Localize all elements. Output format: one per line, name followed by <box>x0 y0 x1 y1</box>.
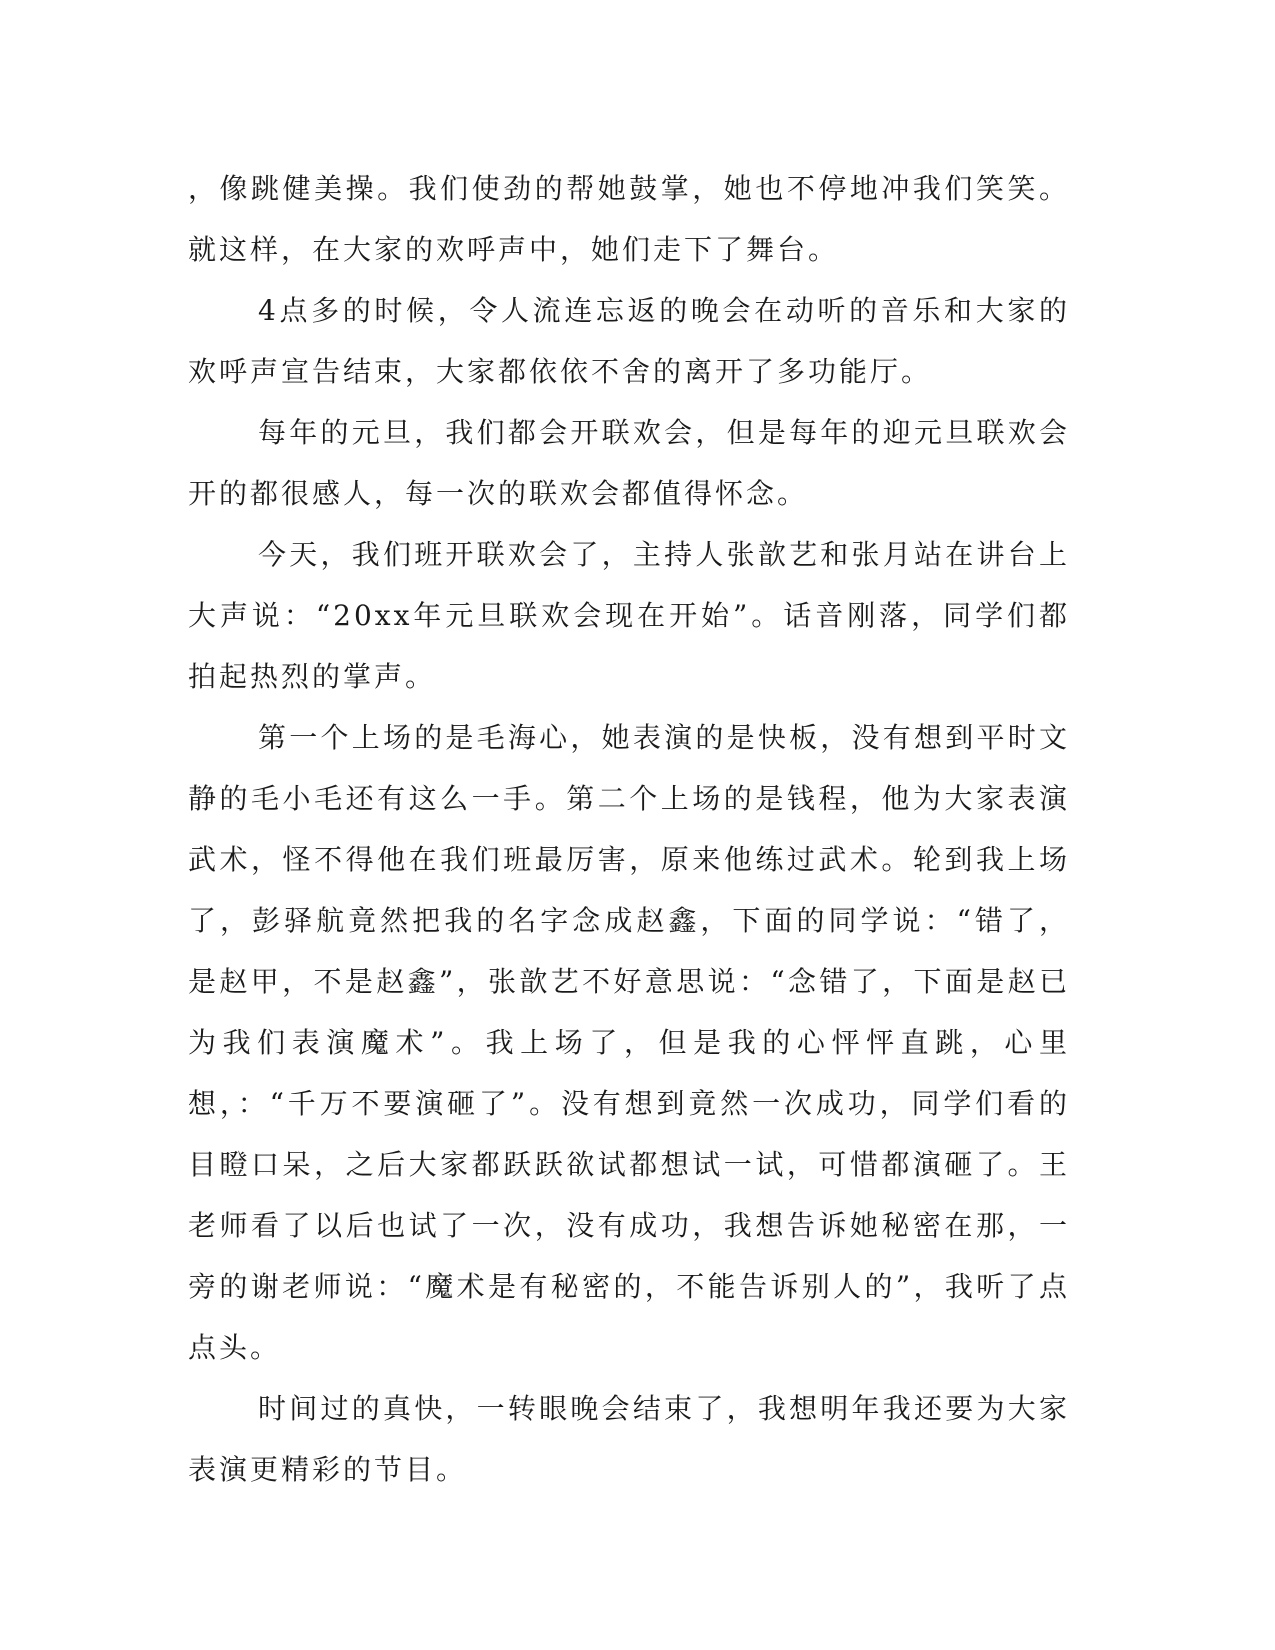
paragraph-1: ，像跳健美操。我们使劲的帮她鼓掌，她也不停地冲我们笑笑。就这样，在大家的欢呼声中，她们走下了舞台。 <box>188 172 1070 266</box>
document-body <box>188 158 1070 1500</box>
paragraph-5: 第一个上场的是毛海心，她表演的是快板，没有想到平时文静的毛小毛还有这么一手。第二个上场的是钱程，他为大家表演武术，怪不得他在我们班最厉害，原来他练过武术。轮到我上场了，彭驿航竟然把我的名字念成赵鑫，下面的同学说：“错了，是赵甲，不是赵鑫”，张歆艺不好意思说：“念错了，下面是赵已为我们表演魔术”。我上场了，但是我的心怦怦直跳，心里想，：“千万不要演砸了”。没有想到竟然一次成功，同学们看的目瞪口呆，之后大家都跃跃欲试都想试一试，可惜都演砸了。王老师看了以后也试了一次，没有成功，我想告诉她秘密在那，一旁的谢老师说：“魔术是有秘密的，不能告诉别人的”，我听了点点头。 <box>188 721 1070 1364</box>
paragraph-6: 时间过的真快，一转眼晚会结束了，我想明年我还要为大家表演更精彩的节目。 <box>188 1392 1070 1486</box>
paragraph-3: 每年的元旦，我们都会开联欢会，但是每年的迎元旦联欢会开的都很感人，每一次的联欢会都值得怀念。 <box>188 416 1070 510</box>
paragraph-4: 今天，我们班开联欢会了，主持人张歆艺和张月站在讲台上大声说：“20xx年元旦联欢会现在开始”。话音刚落，同学们都拍起热烈的掌声。 <box>188 538 1070 693</box>
paragraph-2: 4点多的时候，令人流连忘返的晚会在动听的音乐和大家的欢呼声宣告结束，大家都依依不舍的离开了多功能厅。 <box>188 294 1070 388</box>
